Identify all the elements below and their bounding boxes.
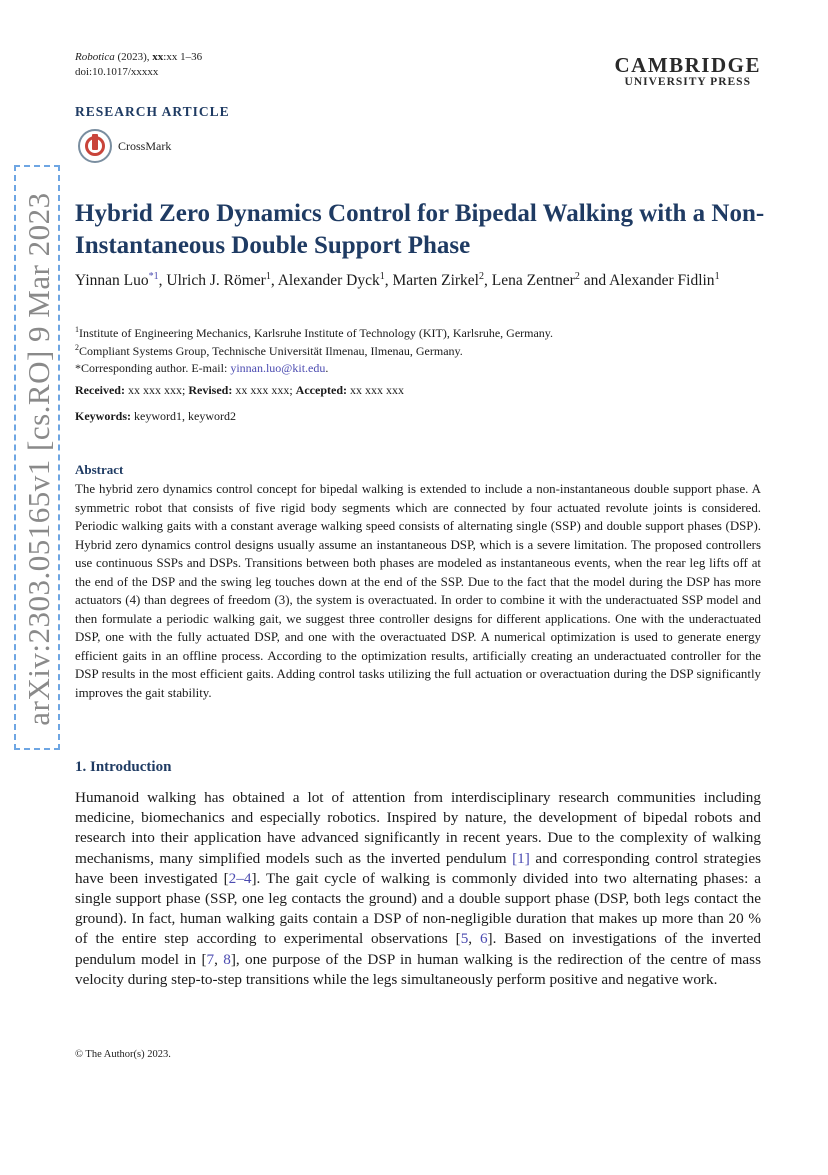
journal-citation	[75, 50, 202, 65]
paper-title: Hybrid Zero Dynamics Control for Bipedal Walking with a Non-Instantaneous Double Support Phase	[75, 200, 765, 259]
author-name: Marten Zirkel	[392, 272, 479, 289]
corresponding-author: *Corresponding author. E-mail: yinnan.luo@kit.edu.	[75, 361, 329, 375]
publication-dates: Received: xx xxx xxx; Revised: xx xxx xxx; Accepted: xx xxx xxx	[75, 383, 404, 397]
citation-link[interactable]: [1]	[512, 849, 530, 867]
author-name: Alexander Fidlin	[609, 272, 715, 289]
arxiv-stamp-text: arXiv:2303.05165v1 [cs.RO] 9 Mar 2023	[21, 192, 56, 726]
doi[interactable]: doi:10.1017/xxxxx	[75, 66, 159, 78]
affiliations	[75, 325, 765, 378]
journal-pages: :xx 1–36	[163, 51, 203, 63]
publisher-logo	[614, 54, 761, 89]
keywords: Keywords: keyword1, keyword2	[75, 409, 236, 423]
author-name: Ulrich J. Römer	[166, 272, 266, 289]
crossmark-icon	[78, 129, 112, 163]
copyright-notice: © The Author(s) 2023.	[75, 1049, 171, 1060]
publisher-line2: UNIVERSITY PRESS	[624, 76, 751, 88]
citation-link[interactable]: 7	[206, 950, 215, 968]
author-mark: 1	[379, 270, 385, 282]
author-name: Yinnan Luo	[75, 272, 149, 289]
author-mark: 2	[574, 270, 580, 282]
author-mark: 2	[479, 270, 484, 282]
introduction-paragraph: Humanoid walking has obtained a lot of attention from interdisciplinary research communities including medicine, biomechanics and especially robotics. Inspired by nature, the development of bipedal robots and research into their application have advanced significantly in recent years. Due to the complexity of walking mechanisms, many simplified models such as the inverted pendulum [1] and corresponding control strategies have been investigated [2–4]. The gait cycle of walking is commonly divided into two alternating phases: a single support phase (SSP, one leg contacts the ground) and a double support phase (DSP, both legs contact the ground). In fact, human walking gaits contain a DSP of non-negligible duration that makes up more than 20 % of the entire step according to experimental observations [5, 6]. Based on investigations of the inverted pendulum model in [7, 8], one purpose of the DSP in human walking is the redirection of the centre of mass velocity during step-to-step transitions while the legs simultaneously perform positive and negative work.	[75, 789, 762, 988]
arxiv-stamp[interactable]	[14, 165, 60, 750]
publisher-line1: CAMBRIDGE	[614, 53, 761, 77]
article-type: RESEARCH ARTICLE	[75, 104, 230, 119]
email-link[interactable]: yinnan.luo@kit.edu	[230, 361, 326, 375]
crossmark-button[interactable]	[78, 128, 171, 164]
author-name: Lena Zentner	[491, 272, 575, 289]
author-name: Alexander Dyck	[277, 272, 380, 289]
affiliation-2: $^2$Compliant Systems Group, Technische Universität Ilmenau, Ilmenau, Germany.	[75, 342, 463, 358]
journal-volume: xx	[152, 51, 164, 63]
journal-name: Robotica	[75, 51, 115, 63]
citation-link[interactable]: 5	[460, 930, 469, 948]
affiliation-1: $^1$Institute of Engineering Mechanics, Karlsruhe Institute of Technology (KIT), Karlsruhe, Germany.	[75, 325, 554, 340]
abstract-text: The hybrid zero dynamics control concept for bipedal walking is extended to include a non-instantaneous double support phase. A symmetric robot that consists of five rigid body segments which are connected by four actuated revolute joints is considered. Periodic walking gaits with a constant average walking speed consists of alternating single (SSP) and double support phases (DSP). Hybrid zero dynamics control designs usually assume an instantaneous DSP, which is a severe limitation. The proposed controllers use continuous SSPs and DSPs. Transitions between both phases are modeled as instantaneous events, when the rear leg lifts off at the end of the DSP and the swing leg touches down at the end of the SSP. Due to the fact that the model during the DSP has more actuators (4) than degrees of freedom (3), the system is overactuated. In order to combine it with the underactuated SSP model and then formulate a periodic walking gait, we suggest three controller designs for different applications. One with the underactuated DSP, one with the fully actuated DSP, and one with the overactuated DSP. A numerical optimization is used to generate energy efficient gaits in an offline process. According to the optimization results, artificially creating an underactuated controller for the DSP results in the most efficient gaits. Adding control tasks utilizing the full actuation or overactuation during the DSP significantly improves the gait stability.	[75, 482, 761, 700]
author-mark: 1	[265, 270, 271, 282]
citation-link[interactable]: 8	[223, 950, 231, 968]
journal-year: (2023),	[117, 51, 150, 63]
author-mark[interactable]: *1	[148, 270, 159, 282]
author-list: Yinnan Luo$^{*1}$, Ulrich J. Römer$^1$, Alexander Dyck$^1$, Marten Zirkel$^2$, Lena Zentner$^2$ and Alexander Fidlin$^1$	[75, 270, 720, 289]
journal-info	[75, 50, 202, 80]
citation-link[interactable]: 6	[479, 930, 488, 948]
abstract-heading: Abstract	[75, 462, 124, 477]
author-mark: 1	[714, 270, 720, 282]
crossmark-label: CrossMark	[118, 138, 172, 153]
section-heading-introduction: 1. Introduction	[75, 759, 172, 775]
citation-link[interactable]: 2–4	[228, 869, 252, 887]
